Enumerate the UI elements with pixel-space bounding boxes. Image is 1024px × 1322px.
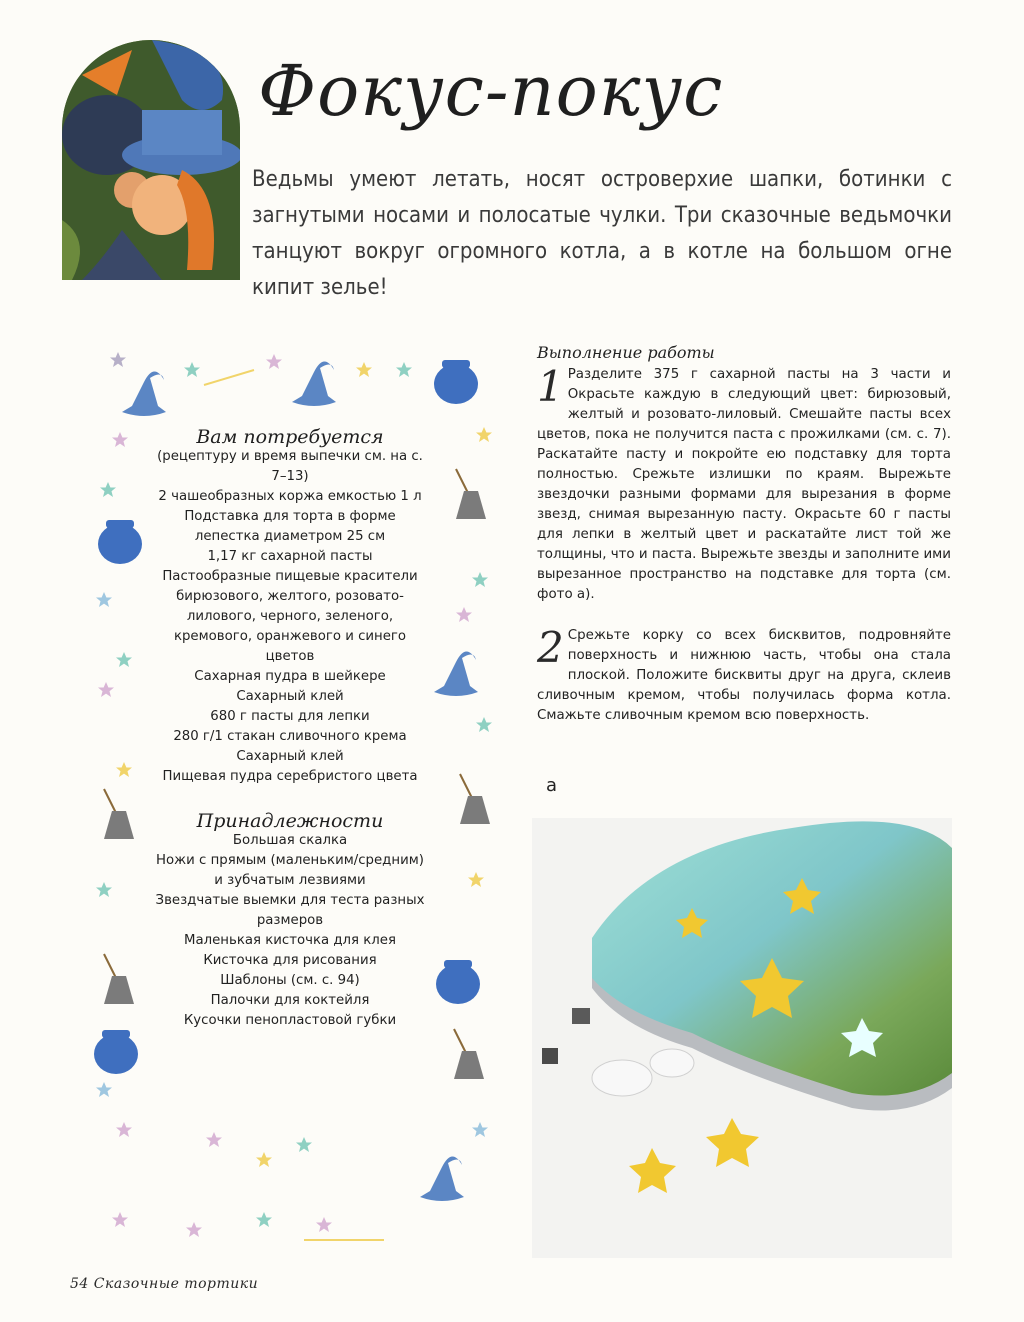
- star-icon: [184, 362, 200, 377]
- witch-figurine-photo: [62, 40, 240, 280]
- star-icon: [472, 1122, 488, 1137]
- list-item: 2 чашеобразных коржа емкостью 1 л: [158, 489, 422, 504]
- cake-board-illustration: [532, 818, 952, 1258]
- star-icon: [266, 354, 282, 369]
- tools-list: [150, 831, 430, 1031]
- star-icon: [476, 427, 492, 442]
- steps-heading: Выполнение работы: [537, 343, 715, 362]
- star-icon: [296, 1137, 312, 1152]
- list-item: Сахарный клей: [236, 749, 344, 764]
- star-icon: [256, 1212, 272, 1227]
- star-icon: [98, 682, 114, 697]
- list-item: 1,17 кг сахарной пасты: [207, 549, 373, 564]
- star-icon: [96, 592, 112, 607]
- list-item: Маленькая кисточка для клея: [184, 933, 396, 948]
- star-icon: [112, 432, 128, 447]
- star-icon: [186, 1222, 202, 1237]
- witch-hat-icon: [122, 371, 166, 416]
- star-icon: [100, 482, 116, 497]
- list-item: Сахарный клей: [236, 689, 344, 704]
- cauldron-icon: [434, 360, 478, 404]
- ingredients-panel: [150, 425, 430, 1031]
- cauldron-icon: [98, 520, 142, 564]
- list-item: Шаблоны (см. с. 94): [220, 973, 360, 988]
- star-icon: [456, 607, 472, 622]
- broom-icon: [454, 1029, 484, 1079]
- star-icon: [256, 1152, 272, 1167]
- witch-hat-icon: [434, 651, 478, 696]
- star-icon: [206, 1132, 222, 1147]
- page-footer: [70, 1276, 258, 1292]
- list-item: Звездчатые выемки для теста разных размеров: [155, 893, 425, 928]
- witch-hat-icon: [292, 361, 336, 406]
- list-item: Кисточка для рисования: [203, 953, 377, 968]
- list-item: 680 г пасты для лепки: [210, 709, 370, 724]
- broom-icon: [456, 469, 486, 519]
- witch-illustration: [62, 40, 240, 280]
- cauldron-icon: [436, 960, 480, 1004]
- broom-icon: [104, 789, 134, 839]
- section-name: Сказочные тортики: [93, 1276, 259, 1292]
- list-item: Кусочки пенопластовой губки: [183, 1013, 397, 1028]
- witch-hat-icon: [420, 1156, 464, 1201]
- broom-icon: [104, 954, 134, 1004]
- page-number: 54: [70, 1276, 89, 1292]
- step-number: 1: [537, 362, 564, 411]
- star-icon: [96, 1082, 112, 1097]
- intro-paragraph: Ведьмы умеют летать, носят островерхие шапки, ботинки с загнутыми носами и полосатые чулки. Три сказочные ведьмочки танцуют вокруг огромного котла, а в котле на большом огне кипит зелье!: [252, 167, 952, 300]
- wand-sparkle: [204, 370, 254, 385]
- list-item: Большая скалка: [232, 833, 348, 848]
- star-icon: [116, 1122, 132, 1137]
- tools-heading: Принадлежности: [196, 810, 384, 832]
- step-number: 2: [537, 623, 564, 672]
- star-icon: [468, 872, 484, 887]
- star-icon: [110, 352, 126, 367]
- broom-icon: [460, 774, 490, 824]
- list-item: Подставка для торта в форме лепестка диаметром 25 см: [184, 509, 396, 544]
- star-icon: [116, 652, 132, 667]
- step-text: Разделите 375 г сахарной пасты на 3 части и Окрасьте каждую в следующий цвет: бирюзовый, желтый и розовато-лиловый. Смешайте пасты всех цветов, пока не получится паста с прожилками (см. с. 7). Раскатайте пасту и покройте ею подставку для торта полностью. Срежьте излишки по краям. Вырежьте звездочки разными формами для вырезания в форме звезд, снимая вырезанную пасту. Окрасьте 60 г пасты для лепки в желтый цвет и раскатайте лист той же толщины, что и паста. Вырежьте звезды и заполните ими вырезанное пространство на подставке для торта (см. фото а).: [537, 367, 951, 602]
- list-item: Пастообразные пищевые красители бирюзового, желтого, розовато-лилового, черного, зеленого, кремового, оранжевого и синего цветов: [162, 569, 418, 664]
- cake-board-stars-photo: [532, 818, 952, 1258]
- step-2: [537, 623, 951, 726]
- ingredients-list: [150, 447, 430, 787]
- list-item: Сахарная пудра в шейкере: [194, 669, 386, 684]
- photo-label: а: [546, 775, 558, 796]
- list-item: 280 г/1 стакан сливочного крема: [173, 729, 407, 744]
- list-item: Палочки для коктейля: [210, 993, 370, 1008]
- star-icon: [476, 717, 492, 732]
- step-text: Срежьте корку со всех бисквитов, подровняйте поверхность и нижнюю часть, чтобы она стала плоской. Положите бисквиты друг на друга, склеив сливочным кремом, чтобы получилась форма котла. Смажьте сливочным кремом всю поверхность.: [537, 628, 951, 723]
- list-item: Ножи с прямым (маленьким/средним) и зубчатым лезвиями: [156, 853, 424, 888]
- cauldron-icon: [94, 1030, 138, 1074]
- star-icon: [316, 1217, 332, 1232]
- list-item: Пищевая пудра серебристого цвета: [162, 769, 418, 784]
- star-icon: [396, 362, 412, 377]
- list-item: (рецептуру и время выпечки см. на с. 7–13): [157, 449, 423, 484]
- star-icon: [472, 572, 488, 587]
- star-icon: [112, 1212, 128, 1227]
- ingredients-heading: Вам потребуется: [196, 426, 384, 448]
- star-icon: [96, 882, 112, 897]
- star-icon: [116, 762, 132, 777]
- step-1: [537, 362, 951, 605]
- page-title: Фокус-покус: [258, 50, 724, 132]
- star-icon: [356, 362, 372, 377]
